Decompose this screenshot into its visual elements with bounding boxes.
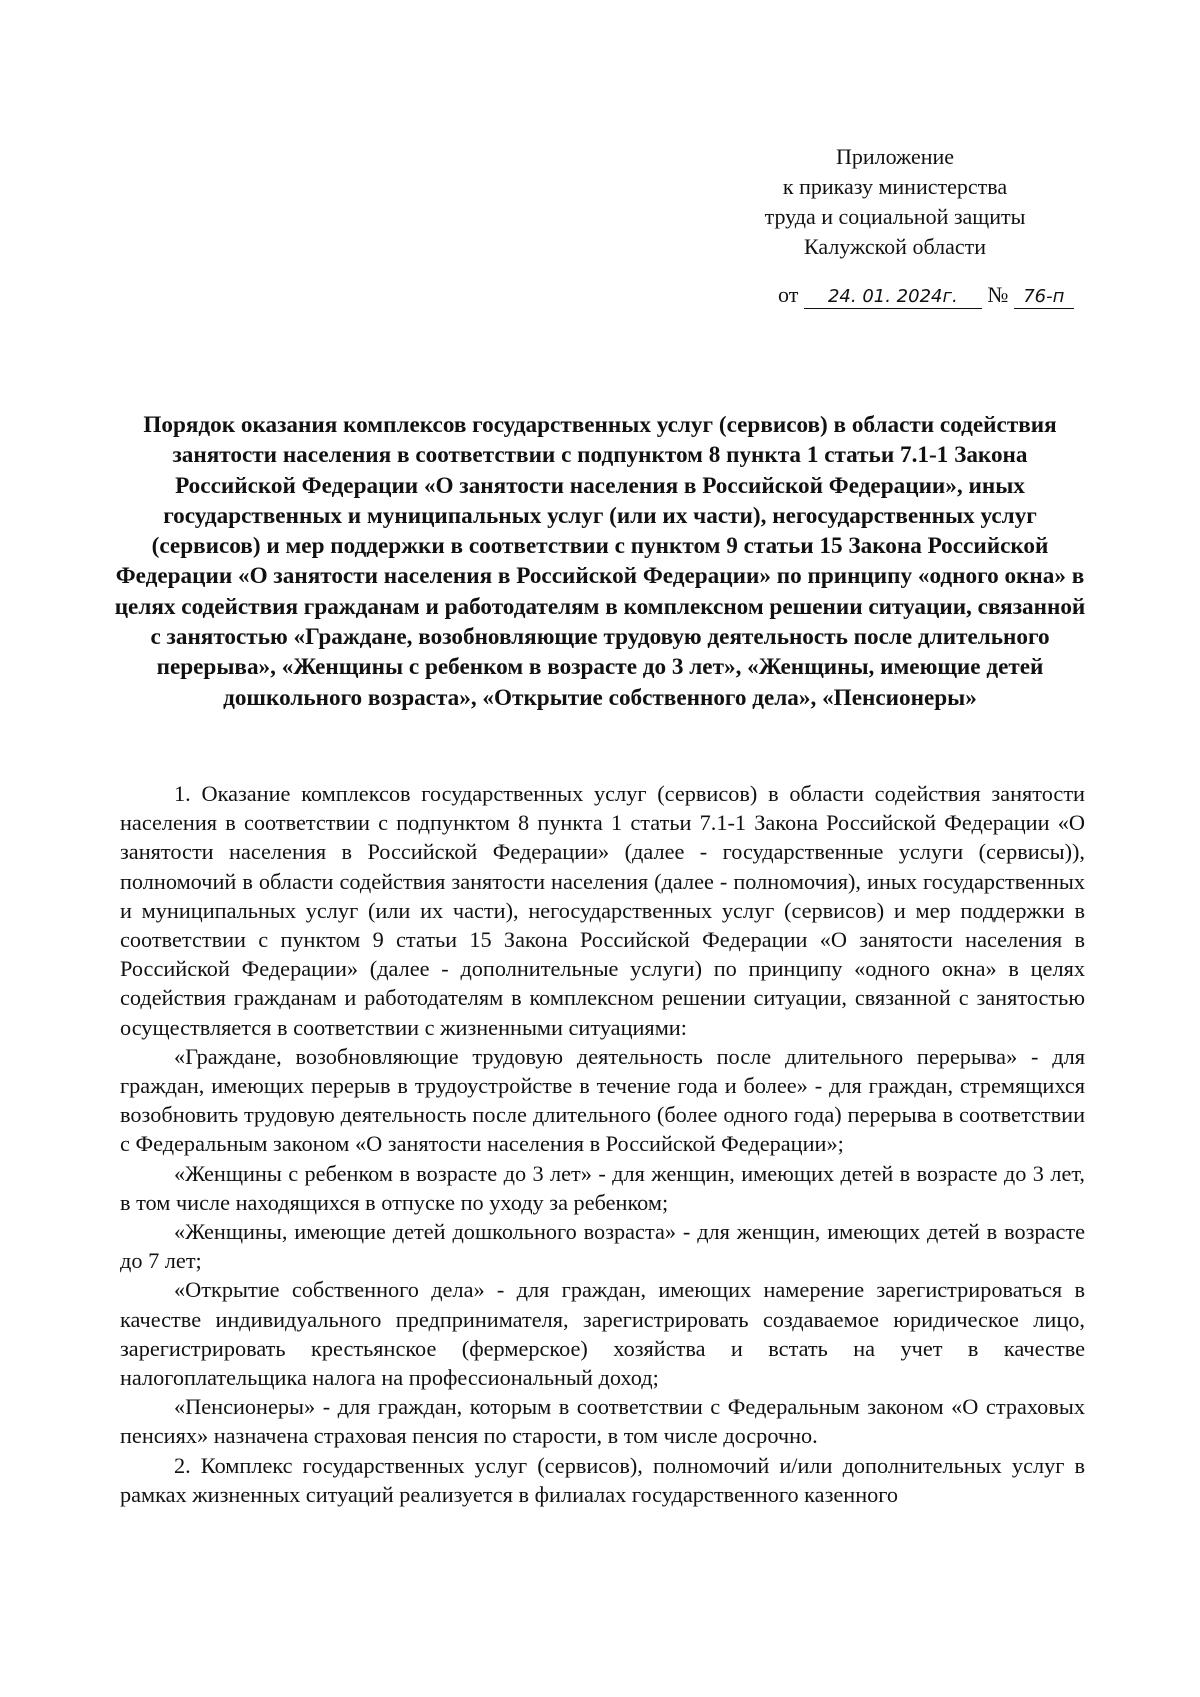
paragraph: «Граждане, возобновляющие трудовую деятельность после длительного перерыва» - для граждан, имеющих перерыв в трудоустройстве в течение года и более» - для граждан, стремящихся возобновить трудовую деятельность после длительного (более одного года) перерыва в соответствии с Федеральным законом «О занятости населения в Российской Федерации»; bbox=[120, 1043, 1085, 1157]
appendix-line: Калужской области bbox=[804, 234, 986, 259]
order-reference bbox=[778, 280, 1074, 310]
order-prefix: от bbox=[778, 282, 799, 307]
paragraph: «Женщины, имеющие детей дошкольного возраста» - для женщин, имеющих детей в возрасте до 7 лет; bbox=[120, 1219, 1085, 1274]
appendix-line: труда и социальной защиты bbox=[764, 204, 1026, 229]
paragraph: 2. Комплекс государственных услуг (сервисов), полномочий и/или дополнительных услуг в рамках жизненных ситуаций реализуется в филиалах государственного казенного bbox=[120, 1452, 1085, 1507]
document-body bbox=[120, 779, 1085, 1509]
appendix-line: к приказу министерства bbox=[782, 174, 1008, 199]
order-number-label: № bbox=[987, 282, 1009, 307]
appendix-block bbox=[720, 142, 1070, 262]
document-title: Порядок оказания комплексов государственных услуг (сервисов) в области содействия занятости населения в соответствии с подпунктом 8 пункта 1 статьи 7.1-1 Закона Российской Федерации «О занятости населения в Российской Федерации», иных государственных и муниципальных услуг (или их части), негосударственных услуг (сервисов) и мер поддержки в соответствии с пунктом 9 статьи 15 Закона Российской Федерации «О занятости населения в Российской Федерации» по принципу «одного окна» в целях содействия гражданам и работодателям в комплексном решении ситуации, связанной с занятостью «Граждане, возобновляющие трудовую деятельность после длительного перерыва», «Женщины с ребенком в возрасте до 3 лет», «Женщины, имеющие детей дошкольного возраста», «Открытие собственного дела», «Пенсионеры» bbox=[114, 412, 1086, 711]
paragraph: «Пенсионеры» - для граждан, которым в соответствии с Федеральным законом «О страховых пенсиях» назначена страховая пенсия по старости, в том числе досрочно. bbox=[120, 1394, 1085, 1449]
appendix-line: Приложение bbox=[835, 144, 955, 169]
order-date-handwritten: 24. 01. 2024г. bbox=[804, 286, 982, 309]
order-number-handwritten: 76-п bbox=[1014, 286, 1074, 309]
paragraph: «Открытие собственного дела» - для граждан, имеющих намерение зарегистрироваться в качестве индивидуального предпринимателя, зарегистрировать создаваемое юридическое лицо, зарегистрировать крестьянское (фермерское) хозяйства и встать на учет в качестве налогоплательщика налога на профессиональный доход; bbox=[120, 1277, 1085, 1391]
paragraph: «Женщины с ребенком в возрасте до 3 лет» - для женщин, имеющих детей в возрасте до 3 лет, в том числе находящихся в отпуске по уходу за ребенком; bbox=[120, 1160, 1085, 1215]
paragraph: 1. Оказание комплексов государственных услуг (сервисов) в области содействия занятости населения в соответствии с подпунктом 8 пункта 1 статьи 7.1-1 Закона Российской Федерации «О занятости населения в Российской Федерации» (далее - государственные услуги (сервисы)), полномочий в области содействия занятости населения (далее - полномочия), иных государственных и муниципальных услуг (или их части), негосударственных услуг (сервисов) и мер поддержки в соответствии с пунктом 9 статьи 15 Закона Российской Федерации «О занятости населения в Российской Федерации» (далее - дополнительные услуги) по принципу «одного окна» в целях содействия гражданам и работодателям в комплексном решении ситуации, связанной с занятостью осуществляется в соответствии с жизненными ситуациями: bbox=[120, 781, 1085, 1040]
